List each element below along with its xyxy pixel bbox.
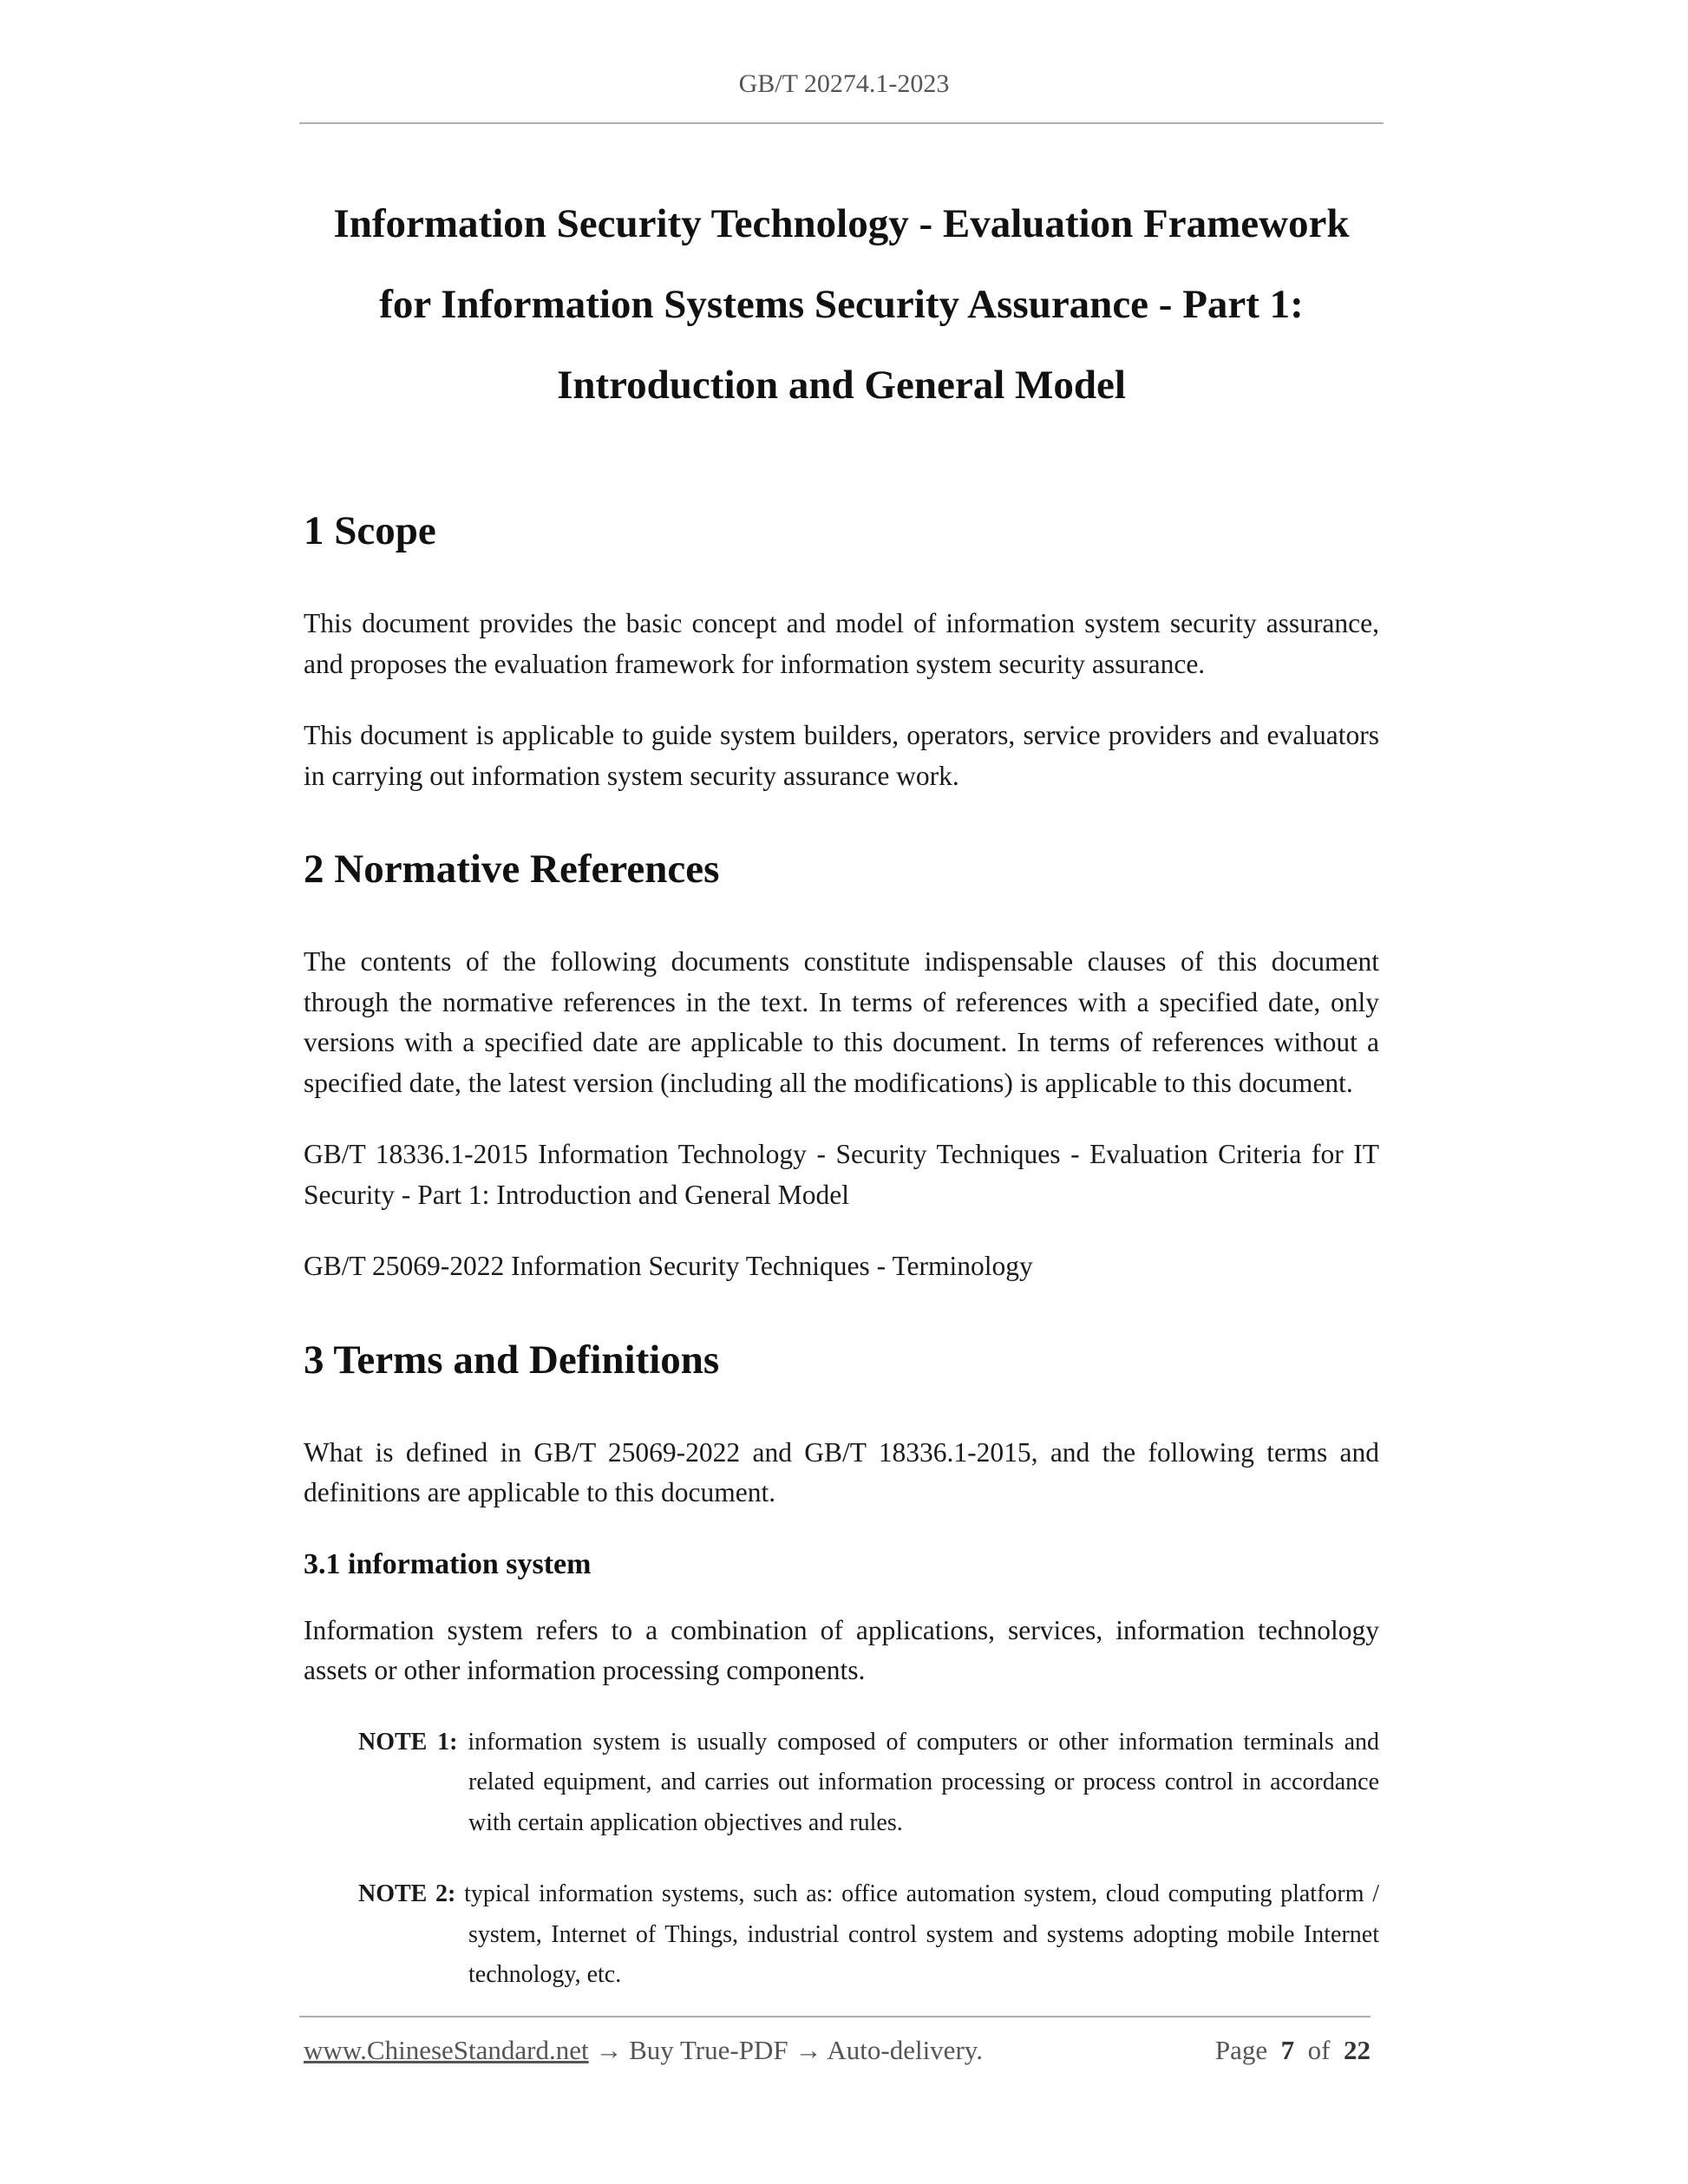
- document-title: [299, 184, 1384, 426]
- term-definition: Information system refers to a combination of applications, services, information technology assets or other information processing components.: [304, 1614, 1379, 1685]
- note-text: information system is usually composed of computers or other information terminals and related equipment, and carries out information processing or process control in accordance with certain application objectives and rules.: [468, 1728, 1379, 1836]
- header-divider: [299, 122, 1384, 124]
- section-heading-terms-and-definitions: 3 Terms and Definitions: [304, 1337, 720, 1383]
- page-total: 22: [1344, 2035, 1371, 2065]
- note-2: [358, 1874, 1379, 1996]
- document-body: [304, 496, 1379, 2027]
- of-word: of: [1307, 2035, 1331, 2065]
- site-link[interactable]: www.ChineseStandard.net: [304, 2035, 589, 2065]
- page-indicator: [1215, 2035, 1371, 2066]
- promo-text: → Buy True-PDF → Auto-delivery.: [595, 2035, 983, 2065]
- reference-item: GB/T 25069-2022 Information Security Techniques - Terminology: [304, 1251, 1033, 1281]
- title-line-2: for Information Systems Security Assurance - Part 1:: [379, 282, 1304, 327]
- section-scope: [304, 496, 1379, 796]
- title-line-3: Introduction and General Model: [557, 363, 1126, 408]
- page-footer: [304, 2035, 1371, 2066]
- paragraph: This document is applicable to guide system builders, operators, service providers and evaluators in carrying out information system security assurance work.: [304, 720, 1379, 791]
- footer-promo: [304, 2035, 983, 2066]
- document-code-header: GB/T 20274.1-2023: [738, 69, 950, 98]
- paragraph: This document provides the basic concept and model of information system security assurance, and proposes the evaluation framework for information system security assurance.: [304, 608, 1379, 679]
- term-heading: 3.1 information system: [304, 1547, 592, 1580]
- section-terms-and-definitions: [304, 1325, 1379, 1996]
- section-heading-scope: 1 Scope: [304, 508, 436, 553]
- section-normative-references: [304, 834, 1379, 1287]
- paragraph: The contents of the following documents constitute indispensable clauses of this document through the normative references in the text. In terms of references with a specified date, only versions with a specified date are applicable to this document. In terms of references without a specified date, the latest version (including all the modifications) is applicable to this document.: [304, 946, 1379, 1098]
- reference-item: GB/T 18336.1-2015 Information Technology - Security Techniques - Evaluation Criteria for IT Security - Part 1: Introduction and General Model: [304, 1139, 1379, 1210]
- page-number: 7: [1280, 2035, 1295, 2065]
- note-text: typical information systems, such as: office automation system, cloud computing platform / system, Internet of Things, industrial control system and systems adopting mobile Internet technology, etc.: [464, 1880, 1380, 1988]
- paragraph: What is defined in GB/T 25069-2022 and GB/T 18336.1-2015, and the following terms and definitions are applicable to this document.: [304, 1436, 1379, 1507]
- note-1: [358, 1723, 1379, 1844]
- footer-divider: [299, 2016, 1371, 2017]
- title-line-1: Information Security Technology - Evaluation Framework: [333, 201, 1350, 246]
- note-label: NOTE 2:: [358, 1880, 456, 1907]
- note-label: NOTE 1:: [358, 1728, 458, 1756]
- page-word: Page: [1214, 2035, 1268, 2065]
- section-heading-normative-references: 2 Normative References: [304, 847, 720, 892]
